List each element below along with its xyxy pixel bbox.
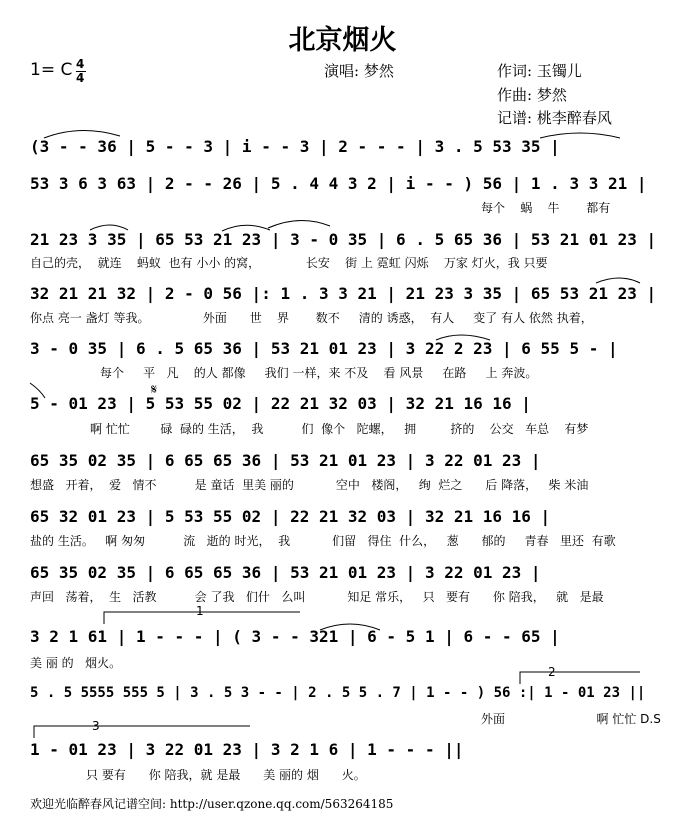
staff-line-1: (3 - - 36 | 5 - - 3 | i - - 3 | 2 - - - | 3 . 5 53 35 | xyxy=(30,137,560,156)
slur xyxy=(268,220,330,228)
volta-bracket-2 xyxy=(520,672,640,684)
lyric-line-9: 美 丽 的 烟火。 xyxy=(30,656,122,670)
lyric-line-4: 每个 平 凡 的人 都像 我们 一样，来 不及 看 风景 在路 上 奔波。 xyxy=(100,366,538,380)
staff-line-12: 1 - 01 23 | 3 22 01 23 | 3 2 1 6 | 1 - - - || xyxy=(30,740,464,759)
staff-line-8: 65 32 01 23 | 5 53 55 02 | 22 21 32 03 | 32 21 16 16 | xyxy=(30,507,551,526)
time-signature-top: 4 xyxy=(76,57,85,71)
lyric-line-11: 只 要有 你 陪我，就 是最 美 丽的 烟 火。 xyxy=(86,768,366,782)
staff-line-7: 65 35 02 35 | 6 65 65 36 | 53 21 01 23 | 3 22 01 23 | xyxy=(30,451,541,470)
ending-3-marker: 3 xyxy=(92,719,100,733)
lyric-line-3: 你点 亮一 盏灯 等我。 外面 世 界 数不 清的 诱惑， 有人 变了 有人 依然 执着， xyxy=(30,311,593,325)
ending-1-marker: 1 xyxy=(196,604,204,618)
singer-credit: 演唱: 梦然 xyxy=(324,62,394,80)
staff-line-10: 3 2 1 61 | 1 - - - | ( 3 - - 321 | 6 - 5 1 | 6 - - 65 | xyxy=(30,627,560,646)
staff-line-6: 5 - 01 23 | 5 53 55 02 | 22 21 32 03 | 32 21 16 16 | xyxy=(30,394,531,413)
lyric-line-6: 想盛 开着， 爱 情不 是 童话 里美 丽的 空中 楼阁， 绚 烂之 后 降落， 柴 米油 xyxy=(30,478,589,492)
lyric-line-1: 每个 蜗 牛 都有 xyxy=(481,201,611,215)
staff-line-2: 53 3 6 3 63 | 2 - - 26 | 5 . 4 4 3 2 | i - - ) 56 | 1 . 3 3 21 | xyxy=(30,174,647,193)
transcriber-credit: 记谱: 桃李醉春风 xyxy=(497,109,612,127)
lyric-line-7: 盐的 生活。 啊 匆匆 流 逝的 时光， 我 们留 得住 什么， 葱 郁的 青春 里还 有歌 xyxy=(30,534,616,548)
lyric-line-8: 声回 荡着， 生 活教 会 了我 们什 么叫 知足 常乐， 只 要有 你 陪我， 就 是最 xyxy=(30,590,604,604)
volta-bracket-3 xyxy=(34,726,250,738)
slur xyxy=(596,278,640,283)
staff-line-5: 3 - 0 35 | 6 . 5 65 36 | 53 21 01 23 | 3 22 2 23 | 6 55 5 - | xyxy=(30,339,618,358)
staff-line-3: 21 23 3 35 | 65 53 21 23 | 3 - 0 35 | 6 . 5 65 36 | 53 21 01 23 | xyxy=(30,230,657,249)
key-signature: 1= C xyxy=(30,60,73,80)
lyric-line-10: 外面 啊 忙忙 D.S xyxy=(481,712,661,726)
lyricist-credit: 作词: 玉镯儿 xyxy=(497,62,582,80)
staff-line-11: 5 . 5 5555 555 5 | 3 . 5 3 - - | 2 . 5 5 . 7 | 1 - - ) 56 :| 1 - 01 23 || xyxy=(30,685,646,701)
ending-2-marker: 2 xyxy=(548,665,556,679)
lyric-line-5: 啊 忙忙 碌 碌的 生活， 我 们 像个 陀螺， 拥 挤的 公交 车总 有梦 xyxy=(90,422,589,436)
time-signature-bottom: 4 xyxy=(76,71,85,85)
footer-credit: 欢迎光临醉春风记谱空间: http://user.qzone.qq.com/563264185 xyxy=(30,797,394,811)
staff-line-4: 32 21 21 32 | 2 - 0 56 |: 1 . 3 3 21 | 21 23 3 35 | 65 53 21 23 | xyxy=(30,284,657,303)
staff-line-9: 65 35 02 35 | 6 65 65 36 | 53 21 01 23 | 3 22 01 23 | xyxy=(30,563,541,582)
segno-sign: 𝄋 xyxy=(151,382,158,398)
composer-credit: 作曲: 梦然 xyxy=(497,86,567,104)
lyric-line-2: 自己的壳， 就连 蚂蚁 也有 小小 的窝， 长安 街 上 霓虹 闪烁 万家 灯火，我 只要 xyxy=(30,256,548,270)
song-title: 北京烟火 xyxy=(288,25,397,56)
